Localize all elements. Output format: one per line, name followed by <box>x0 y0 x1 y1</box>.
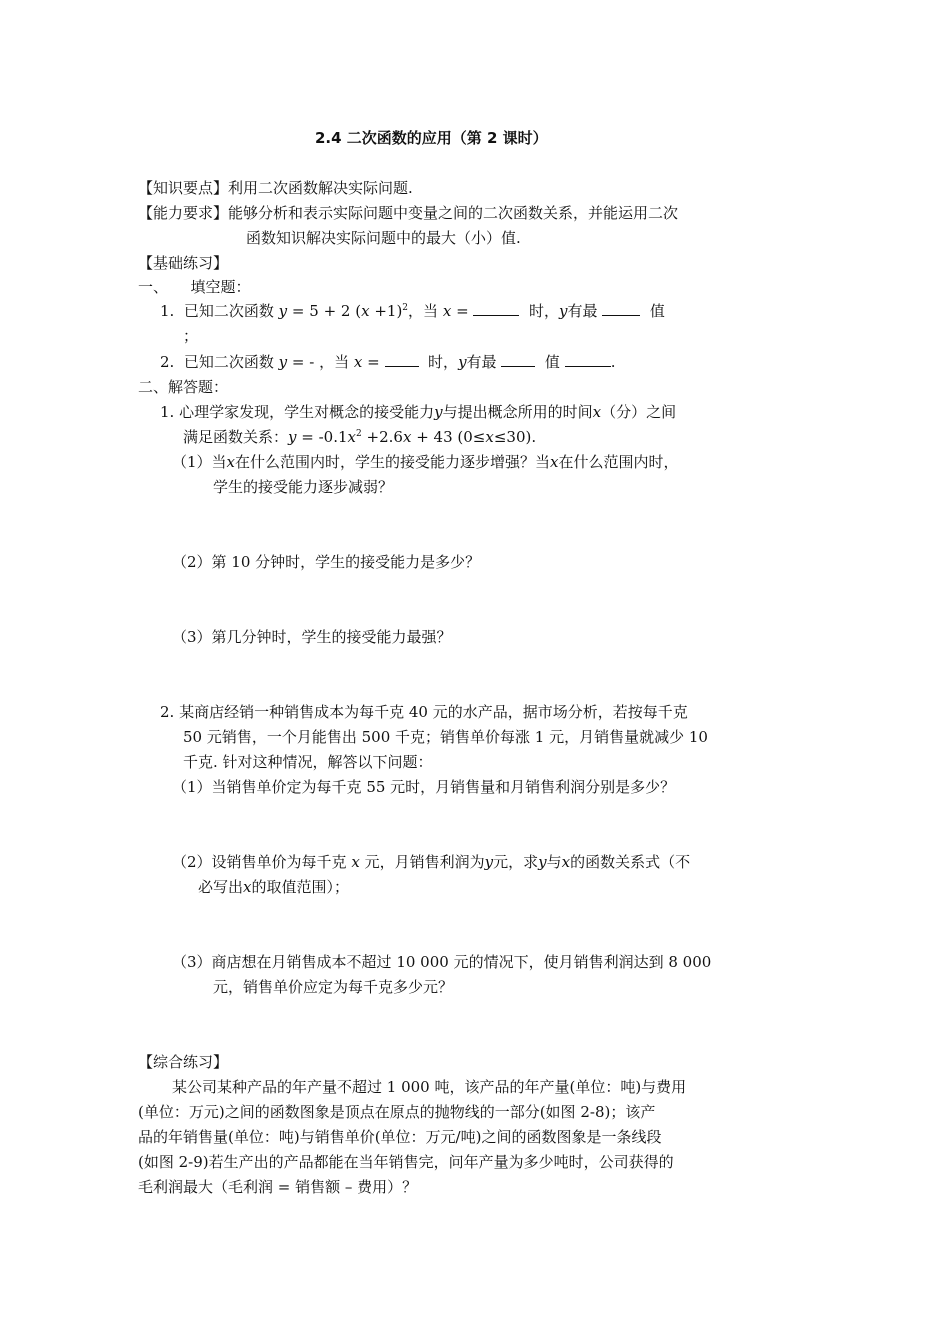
basic-practice-tag: 【基础练习】 <box>138 254 229 272</box>
fill-question-2: 2. 已知二次函数 y = - ，当 x = 时，y有最 值 . <box>160 353 616 371</box>
problem-2-sub-2: （2）设销售单价为每千克 x 元，月销售利润为y元，求y与x的函数关系式（不 <box>172 853 691 871</box>
page-title: 2.4 二次函数的应用（第 2 课时） <box>315 129 548 147</box>
comprehensive-line-4: (如图 2-9)若生产出的产品都能在当年销售完，问年产量为多少吨时，公司获得的 <box>138 1153 674 1171</box>
problem-1-sub-1-cont: 学生的接受能力逐步减弱？ <box>213 478 394 496</box>
problem-2-line-3: 千克. 针对这种情况，解答以下问题： <box>183 753 433 771</box>
knowledge-points <box>138 178 413 198</box>
q1-semicolon: ； <box>183 327 199 345</box>
q1-number: 1. <box>160 302 175 320</box>
problem-2-sub-3-cont: 元，销售单价应定为每千克多少元？ <box>213 978 454 996</box>
problem-1-sub-1: （1）当x在什么范围内时，学生的接受能力逐步增强？当x在什么范围内时， <box>172 453 679 471</box>
ability-line-1: 能够分析和表示实际问题中变量之间的二次函数关系，并能运用二次 <box>228 204 679 222</box>
q2-blank-extreme[interactable] <box>501 352 535 367</box>
ability-tag: 【能力要求】 <box>138 204 229 222</box>
q1-blank-extreme[interactable] <box>602 301 640 316</box>
problem-1-line-1: 1. 心理学家发现，学生对概念的接受能力y与提出概念所用的时间x（分）之间 <box>160 403 677 421</box>
problem-2-sub-2-cont: 必写出x的取值范围）； <box>198 878 349 896</box>
problem-2-line-2: 50 元销售，一个月能售出 500 千克；销售单价每涨 1 元，月销售量就减少 10 <box>183 728 708 746</box>
ability-line-2: 函数知识解决实际问题中的最大（小）值. <box>246 229 521 247</box>
fill-question-1: 1. 已知二次函数 y = 5 + 2 $(x +1)^2$，当 x = 时，y有最 值 <box>160 302 665 320</box>
problem-1-sub-3: （3）第几分钟时，学生的接受能力最强？ <box>172 628 452 646</box>
comprehensive-line-2: (单位：万元)之间的函数图象是顶点在原点的抛物线的一部分(如图 2-8)；该产 <box>138 1103 656 1121</box>
problem-2-sub-1: （1）当销售单价定为每千克 55 元时，月销售量和月销售利润分别是多少？ <box>172 778 676 796</box>
knowledge-tag: 【知识要点】 <box>138 179 229 197</box>
solve-heading: 二、解答题： <box>138 378 229 396</box>
comprehensive-line-3: 品的年销售量(单位：吨)与销售单价(单位：万元/吨)之间的函数图象是一条线段 <box>138 1128 662 1146</box>
q2-number: 2. <box>160 353 175 371</box>
fill-heading: 一、 填空题： <box>138 278 251 296</box>
comprehensive-line-5: 毛利润最大（毛利润 = 销售额 – 费用）？ <box>138 1178 418 1196</box>
comprehensive-practice-tag: 【综合练习】 <box>138 1053 229 1071</box>
knowledge-text: 利用二次函数解决实际问题. <box>228 179 413 197</box>
problem-1-sub-2: （2）第 10 分钟时，学生的接受能力是多少？ <box>172 553 481 571</box>
problem-1-line-2: 满足函数关系：$y = -0.1x^2 +2.6x + 43$ (0≤x≤30). <box>183 428 537 446</box>
q1-blank-x[interactable] <box>473 301 519 316</box>
ability-requirements <box>138 203 678 223</box>
q2-blank-value[interactable] <box>565 352 611 367</box>
problem-2-sub-3: （3）商店想在月销售成本不超过 10 000 元的情况下，使月销售利润达到 8 000 <box>172 953 712 971</box>
comprehensive-line-1: 某公司某种产品的年产量不超过 1 000 吨，该产品的年产量(单位：吨)与费用 <box>172 1078 687 1096</box>
q2-blank-x[interactable] <box>385 352 419 367</box>
problem-2-line-1: 2. 某商店经销一种销售成本为每千克 40 元的水产品，据市场分析，若按每千克 <box>160 703 688 721</box>
